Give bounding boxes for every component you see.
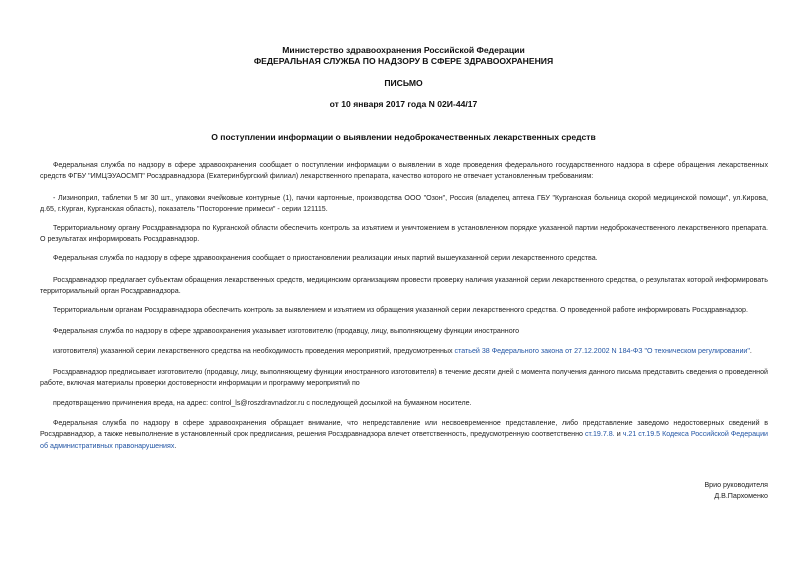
measures-text: изготовителя) указанной серии лекарственного средства на необходимость проведения мероприятий, предусмотренных — [53, 347, 455, 355]
paragraph-liability — [40, 418, 768, 452]
paragraph-prescription: Росздравнадзор предписывает изготовителю (продавцу, лицу, выполняющему функции иностранного изготовителя) в течение десяти дней с момента получения данного письма представить сведения о проведенной работе, включая материалы проверки достоверности информации и программу мероприятий по — [40, 368, 768, 388]
paragraph-drug-details: - Лизиноприл, таблетки 5 мг 30 шт., упаковки ячейковые контурные (1), пачки картонные, производства ООО "Озон", Россия (владелец аптека ГБУ "Курганская больница скорой медицинской помощи", ул.Кирова, д.65, г.Курган, Курганская область), показатель "Посторонние примеси" - серии 121115. — [40, 194, 768, 214]
liability-text-and: и — [614, 430, 623, 439]
paragraph-suspension: Федеральная служба по надзору в сфере здравоохранения сообщает о приостановлении реализации иных партий вышеуказанной серии лекарственного средства. — [53, 254, 598, 262]
document-date-number: от 10 января 2017 года N 02И-44/17 — [329, 99, 478, 109]
paragraph-email-address: предотвращению причинения вреда, на адрес: control_ls@roszdravnadzor.ru с последующей досылкой на бумажном носителе. — [53, 399, 472, 407]
measures-text-end: . — [749, 347, 752, 355]
admin-code-link[interactable]: ч.21 ст.19.5 Кодекса Российской Федерации об административных правонарушениях — [40, 430, 769, 450]
paragraph-notification: Федеральная служба по надзору в сфере здравоохранения сообщает о поступлении информации о выявлении в ходе проведения федерального государственного надзора в сфере обращения лекарственных средств ФГБУ "ИМЦЭУАОСМП" Росздравнадзора (Екатеринбургский филиал) лекарственного препарата, качество которого не отвечает установленным требованиям: — [40, 161, 768, 181]
service-name: ФЕДЕРАЛЬНАЯ СЛУЖБА ПО НАДЗОРУ В СФЕРЕ ЗДРАВООХРАНЕНИЯ — [253, 56, 554, 66]
paragraph-kurgan-control: Территориальному органу Росздравнадзора по Курганской области обеспечить контроль за изъятием и уничтожением в установленном порядке указанной партии недоброкачественного лекарственного препарата. О результатах информировать Росздравнадзор. — [40, 224, 768, 244]
liability-text-end: . — [174, 441, 177, 450]
ministry-name: Министерство здравоохранения Российской Федерации — [282, 45, 525, 55]
signature-position: Врио руководителя — [704, 481, 768, 489]
signature-name: Д.В.Пархоменко — [714, 492, 768, 500]
paragraph-manufacturer-notice: Федеральная служба по надзору в сфере здравоохранения указывает изготовителю (продавцу, лицу, выполняющему функции иностранного — [53, 327, 520, 335]
law-article-link[interactable]: статьей 38 Федерального закона от 27.12.2002 N 184-ФЗ "О техническом регулировании" — [454, 347, 750, 355]
document-title: О поступлении информации о выявлении недоброкачественных лекарственных средств — [211, 132, 596, 142]
paragraph-territorial-control: Территориальным органам Росздравнадзора обеспечить контроль за выявлением и изъятием из обращения указанной серии лекарственного средства. О проведенной работе информировать Росздравнадзор. — [53, 306, 748, 314]
article-19-7-8-link[interactable]: ст.19.7.8. — [584, 430, 615, 439]
paragraph-check-proposal: Росздравнадзор предлагает субъектам обращения лекарственных средств, медицинским организациям провести проверку наличия указанной серии лекарственного средства, о результатах которой информировать территориальный орган Росздравнадзора. — [40, 276, 768, 296]
paragraph-measures — [40, 346, 768, 357]
document-type: ПИСЬМО — [384, 78, 423, 88]
liability-text: Федеральная служба по надзору в сфере здравоохранения обращает внимание, что непредставление или несвоевременное представление, либо представление заведомо недостоверных сведений в Росздравнадзор, а также невыполнение в установленный срок предписания, решения Росздравнадзора влечет ответственность, предусмотренную соответственно — [40, 419, 768, 439]
